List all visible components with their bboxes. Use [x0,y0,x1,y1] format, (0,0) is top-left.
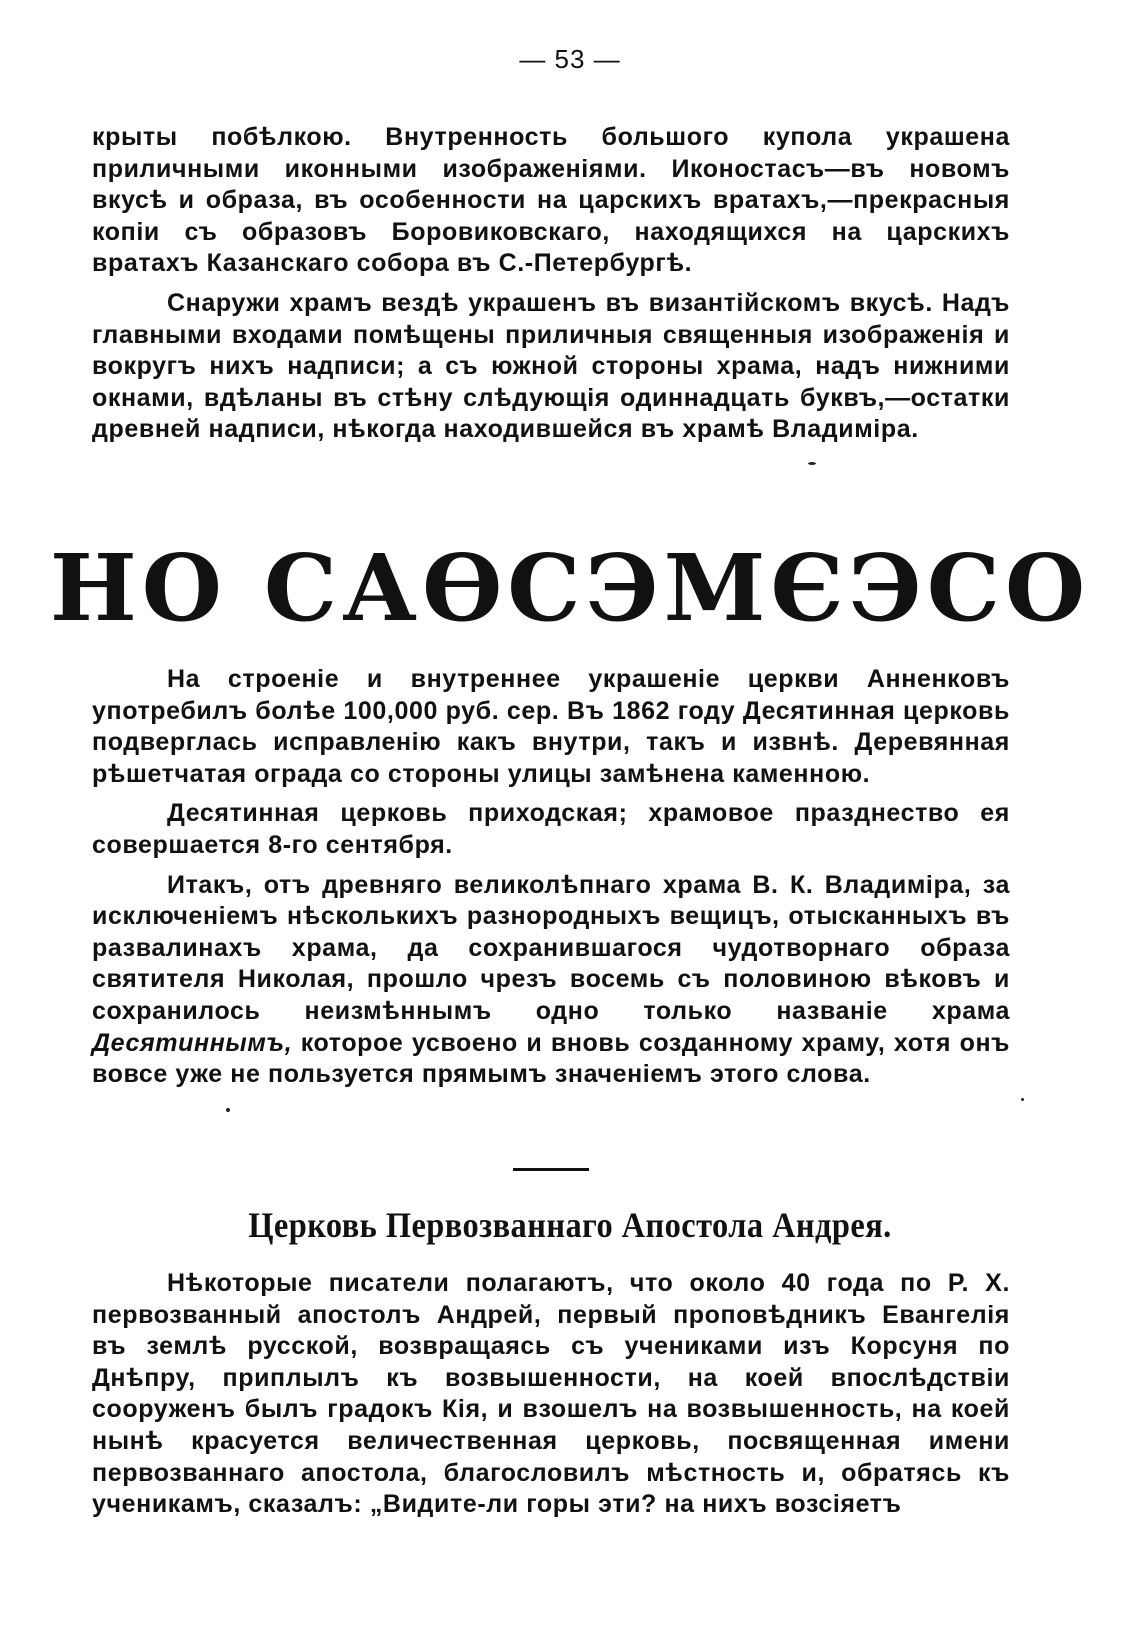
paragraph: Нѣкоторые писатели полагаютъ, что около 40 года по Р. Х. первозванный апостолъ Андрей, первый проповѣдникъ Евангелія въ землѣ русской, возвращаясь съ учениками изъ Корсуня по Днѣпру, приплылъ къ возвышенности, на коей впослѣдствіи сооруженъ былъ градокъ Кія, и взошелъ на возвышенность, на коей нынѣ красуется величественная церковь, посвященная имени первозваннаго апостола, благословилъ мѣстность и, обратясь къ ученикамъ, сказалъ: „Видите-ли горы эти? на нихъ возсіяетъ [92,1269,1010,1519]
text-block-bottom [92,1268,1010,1529]
scan-speck [1021,1098,1024,1101]
text-block-top [92,122,1010,454]
paragraph-text: которое усвоено и вновь созданному храму, хотя онъ вовсе уже не пользуется прямымъ значеніемъ этого слова. [92,1028,1010,1089]
paragraph-text: Итакъ, отъ древняго великолѣпнаго храма В. К. Владиміра, за исключеніемъ нѣсколькихъ разнородныхъ вещицъ, отысканныхъ въ развалинахъ храма, да сохранившагося чудотворнаго образа святителя Николая, прошло чрезъ восемь съ половиною вѣковъ и сохранилось неизмѣннымъ одно только названіе храма [92,870,1010,1025]
paragraph [92,870,1010,1091]
italic-term: Десятиннымъ, [92,1028,293,1057]
paragraph: Десятинная церковь приходская; храмовое празднество ея совершается 8-го сентября. [92,799,1010,859]
scan-speck [226,1108,230,1112]
scan-speck [808,462,816,465]
paragraph: Снаружи храмъ вездѣ украшенъ въ византійскомъ вкусѣ. Надъ главными входами помѣщены приличныя священныя изображенія и вокругъ нихъ надписи; а съ южной стороны храма, надъ нижними окнами, вдѣланы въ стѣну слѣдующія одиннадцать буквъ,—остатки древней надписи, нѣкогда находившейся въ храмѣ Владиміра. [92,288,1010,444]
text-block-middle [92,664,1010,1099]
section-divider [513,1168,589,1171]
section-heading: Церковь Первозваннаго Апостола Андрея. [248,1205,892,1245]
paragraph: На строеніе и внутреннее украшеніе церкви Анненковъ употребилъ болѣе 100,000 руб. сер. Въ 1862 году Десятинная церковь подверглась исправленію какъ внутри, такъ и извнѣ. Деревянная рѣшетчатая ограда со стороны улицы замѣнена каменною. [92,665,1010,788]
page-number: — 53 — [519,44,621,74]
paragraph: крыты побѣлкою. Внутренность большого купола украшена приличными иконными изображеніями. Иконостасъ—въ новомъ вкусѣ и образа, въ особенности на царскихъ вратахъ,—прекрасныя копіи съ образовъ Боровиковскаго, находящихся на царскихъ вратахъ Казанскаго собора въ С.-Петербургѣ. [92,123,1010,278]
ancient-inscription: НО САѲСЭМЄЭСО [49,534,1091,642]
